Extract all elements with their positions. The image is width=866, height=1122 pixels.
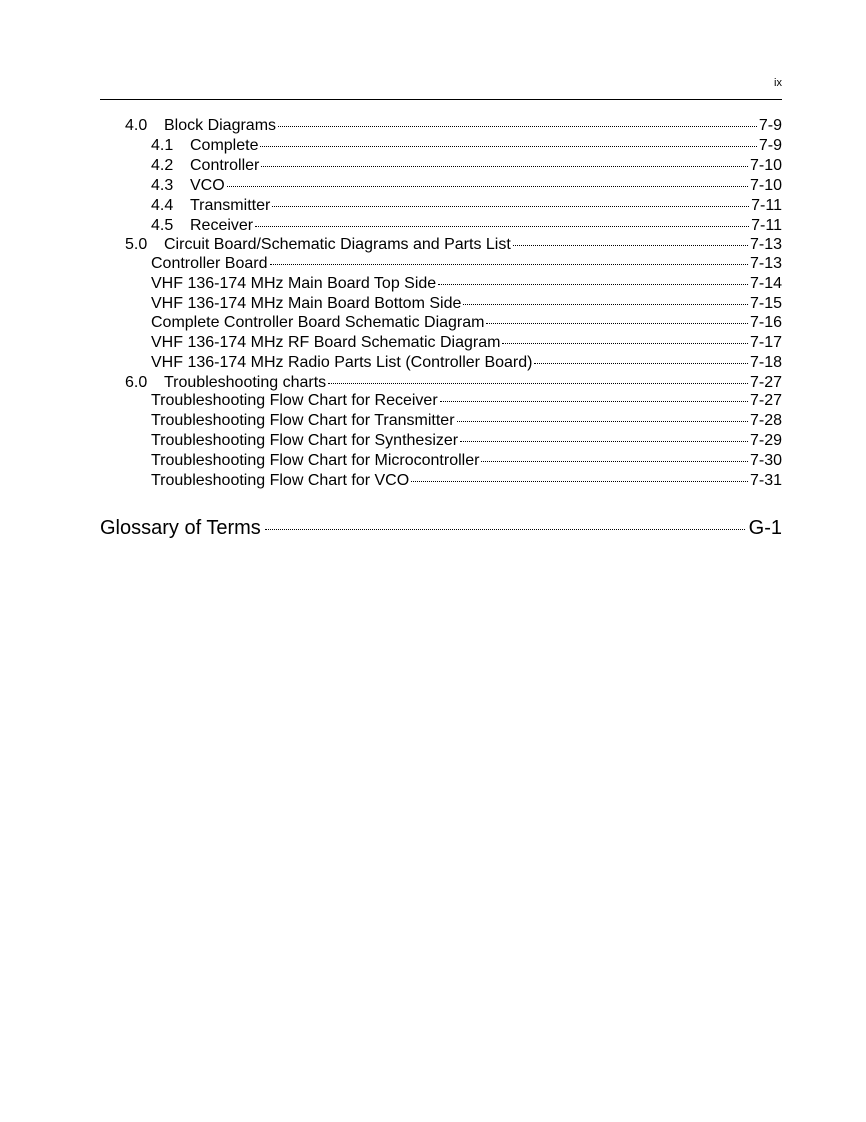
dot-leader bbox=[457, 421, 748, 422]
toc-entry-page: 7-10 bbox=[749, 157, 782, 174]
toc-entry-number: 4.4 bbox=[151, 197, 174, 214]
toc-entry-page: 7-13 bbox=[749, 236, 782, 253]
toc-entry-title: Controller bbox=[190, 157, 260, 174]
dot-leader bbox=[261, 166, 748, 167]
toc-entry-complete[interactable] bbox=[151, 136, 782, 156]
dot-leader bbox=[534, 363, 747, 364]
toc-entry-title: Troubleshooting charts bbox=[164, 374, 327, 391]
toc-entry-page: 7-9 bbox=[758, 137, 782, 154]
toc-entry-page: 7-27 bbox=[749, 374, 782, 391]
dot-leader bbox=[411, 481, 748, 482]
toc-entry-main-board-bottom[interactable] bbox=[151, 294, 782, 314]
toc-entry-page: 7-13 bbox=[749, 255, 782, 272]
toc-entry-glossary[interactable] bbox=[100, 516, 782, 540]
toc-entry-troubleshooting-charts[interactable] bbox=[125, 373, 782, 393]
toc-entry-title: Block Diagrams bbox=[164, 117, 277, 134]
toc-entry-vco[interactable] bbox=[151, 176, 782, 196]
glossary-title: Glossary of Terms bbox=[100, 517, 261, 539]
toc-entry-page: 7-31 bbox=[749, 472, 782, 489]
toc-entry-number: 5.0 bbox=[125, 236, 148, 253]
dot-leader bbox=[440, 401, 748, 402]
toc-entry-title: Troubleshooting Flow Chart for Receiver bbox=[151, 392, 438, 409]
dot-leader bbox=[502, 343, 748, 344]
dot-leader bbox=[270, 264, 748, 265]
toc-entry-title: Troubleshooting Flow Chart for Synthesizer bbox=[151, 432, 459, 449]
toc-entry-circuit-board-schematics[interactable] bbox=[125, 235, 782, 255]
toc-entry-page: 7-18 bbox=[749, 354, 782, 371]
toc-entry-page: 7-15 bbox=[749, 295, 782, 312]
toc-entry-title: VHF 136-174 MHz RF Board Schematic Diagram bbox=[151, 334, 501, 351]
dot-leader bbox=[438, 284, 748, 285]
toc-entry-ts-vco[interactable] bbox=[151, 471, 782, 491]
toc-entry-page: 7-17 bbox=[749, 334, 782, 351]
toc-entry-page: 7-11 bbox=[751, 217, 782, 234]
dot-leader bbox=[481, 461, 748, 462]
toc-entry-page: 7-30 bbox=[749, 452, 782, 469]
toc-entry-receiver[interactable] bbox=[151, 216, 782, 236]
dot-leader bbox=[265, 529, 745, 530]
toc-entry-title: Troubleshooting Flow Chart for Microcontroller bbox=[151, 452, 480, 469]
toc-entry-ts-microcontroller[interactable] bbox=[151, 451, 782, 471]
dot-leader bbox=[460, 441, 748, 442]
toc-entry-ts-transmitter[interactable] bbox=[151, 411, 782, 431]
toc-entry-title: VHF 136-174 MHz Radio Parts List (Controller Board) bbox=[151, 354, 533, 371]
toc-entry-page: 7-11 bbox=[751, 197, 782, 214]
toc-entry-title: Circuit Board/Schematic Diagrams and Parts List bbox=[164, 236, 511, 253]
toc-entry-title: Complete Controller Board Schematic Diagram bbox=[151, 314, 485, 331]
dot-leader bbox=[260, 146, 756, 147]
toc-entry-title: Receiver bbox=[190, 217, 254, 234]
toc-entry-number: 4.5 bbox=[151, 217, 174, 234]
toc-entry-title: VHF 136-174 MHz Main Board Bottom Side bbox=[151, 295, 462, 312]
toc-entry-title: Troubleshooting Flow Chart for VCO bbox=[151, 472, 410, 489]
toc-entry-number: 4.0 bbox=[125, 117, 148, 134]
glossary-page: G-1 bbox=[748, 517, 782, 539]
toc-entry-title: VCO bbox=[190, 177, 225, 194]
dot-leader bbox=[486, 323, 748, 324]
page-number: ix bbox=[774, 77, 782, 89]
toc-entry-main-board-top[interactable] bbox=[151, 274, 782, 294]
toc-entry-page: 7-27 bbox=[749, 392, 782, 409]
toc-entry-rf-board-schematic[interactable] bbox=[151, 333, 782, 353]
toc-entry-title: Troubleshooting Flow Chart for Transmitter bbox=[151, 412, 455, 429]
toc-entry-title: Controller Board bbox=[151, 255, 268, 272]
toc-entry-radio-parts-list[interactable] bbox=[151, 353, 782, 373]
toc-entry-block-diagrams[interactable] bbox=[125, 116, 782, 136]
dot-leader bbox=[278, 126, 757, 127]
dot-leader bbox=[227, 186, 748, 187]
toc-entry-controller-board[interactable] bbox=[151, 254, 782, 274]
toc-entry-title: Complete bbox=[190, 137, 259, 154]
dot-leader bbox=[463, 304, 748, 305]
toc-entry-page: 7-16 bbox=[749, 314, 782, 331]
toc-entry-page: 7-10 bbox=[749, 177, 782, 194]
dot-leader bbox=[255, 226, 749, 227]
toc-entry-number: 6.0 bbox=[125, 374, 148, 391]
toc-entry-number: 4.3 bbox=[151, 177, 174, 194]
toc-entry-page: 7-14 bbox=[749, 275, 782, 292]
toc-entry-ts-receiver[interactable] bbox=[151, 391, 782, 411]
dot-leader bbox=[328, 383, 748, 384]
toc-entry-number: 4.1 bbox=[151, 137, 174, 154]
toc-entry-title: VHF 136-174 MHz Main Board Top Side bbox=[151, 275, 437, 292]
toc-entry-page: 7-29 bbox=[749, 432, 782, 449]
toc-entry-number: 4.2 bbox=[151, 157, 174, 174]
toc-entry-page: 7-9 bbox=[758, 117, 782, 134]
dot-leader bbox=[513, 245, 748, 246]
toc-entry-ts-synthesizer[interactable] bbox=[151, 431, 782, 451]
toc-entry-page: 7-28 bbox=[749, 412, 782, 429]
header-rule bbox=[100, 99, 782, 100]
dot-leader bbox=[272, 206, 749, 207]
toc-entry-title: Transmitter bbox=[190, 197, 271, 214]
toc-entry-controller[interactable] bbox=[151, 156, 782, 176]
toc-entry-transmitter[interactable] bbox=[151, 196, 782, 216]
toc-entry-controller-schematic[interactable] bbox=[151, 313, 782, 333]
